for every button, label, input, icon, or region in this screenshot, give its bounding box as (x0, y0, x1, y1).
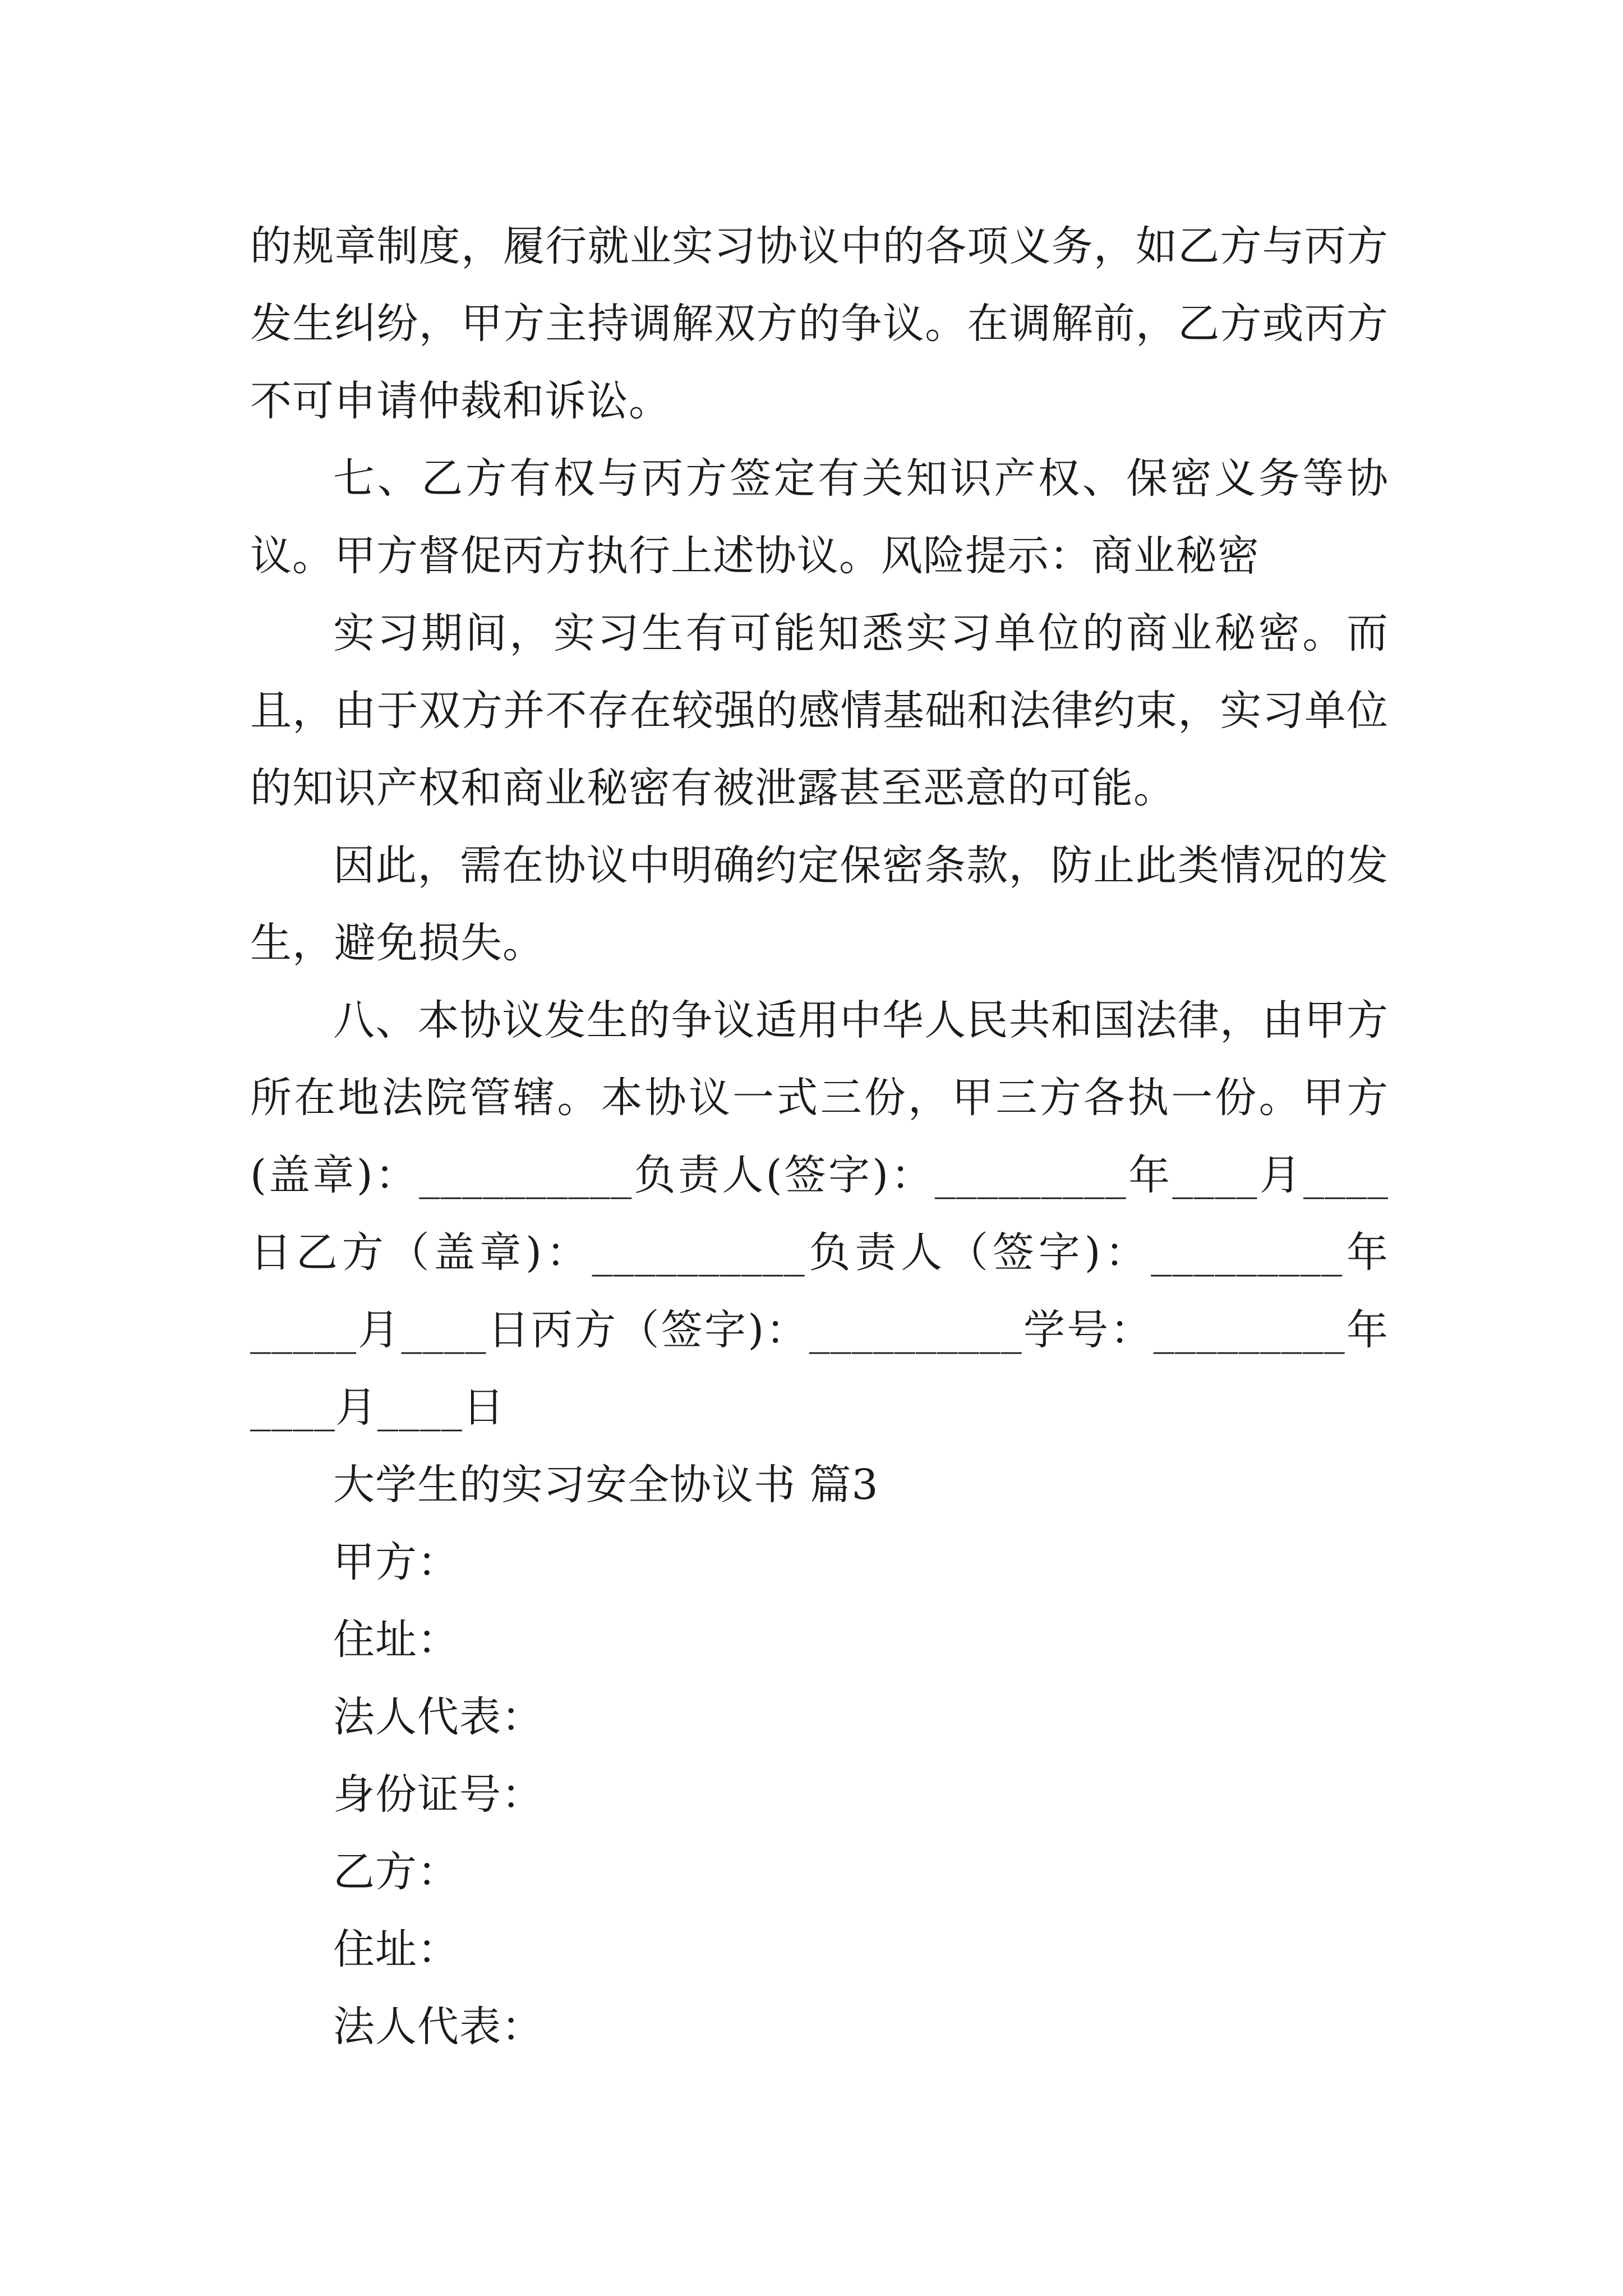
section-title: 大学生的实习安全协议书 篇3 (333, 1461, 879, 1509)
field-address-b: 住址： (333, 1925, 459, 1973)
paragraph-regulations: 的规章制度，履行就业实习协议中的各项义务，如乙方与丙方发生纠纷，甲方主持调解双方的争议。在调解前，乙方或丙方不可申请仲裁和诉讼。 (250, 222, 1389, 425)
paragraph-confidentiality: 因此，需在协议中明确约定保密条款，防止此类情况的发生，避免损失。 (250, 841, 1389, 967)
paragraph-clause-8-signatures: 八、本协议发生的争议适用中华人民共和国法律，由甲方所在地法院管辖。本协议一式三份，甲三方各执一份。甲方(盖章)：__________负责人(签字)：_________年____月____日乙方（盖章)：__________负责人（签字)：_________年_____月____日丙方（签字)：__________学号：_________年____月____日 (250, 996, 1389, 1432)
paragraph-clause-7: 七、乙方有权与丙方签定有关知识产权、保密义务等协议。甲方督促丙方执行上述协议。风险提示：商业秘密 (250, 454, 1389, 580)
field-legal-rep-b: 法人代表： (333, 2003, 543, 2051)
document-page (250, 208, 1389, 2065)
paragraph-trade-secret: 实习期间，实习生有可能知悉实习单位的商业秘密。而且，由于双方并不存在较强的感情基础和法律约束，实习单位的知识产权和商业秘密有被泄露甚至恶意的可能。 (250, 609, 1389, 812)
field-legal-rep-a: 法人代表： (333, 1693, 543, 1741)
field-party-b: 乙方： (333, 1848, 459, 1896)
field-id-number: 身份证号： (333, 1770, 543, 1819)
field-party-a: 甲方： (333, 1538, 459, 1586)
field-address-a: 住址： (333, 1616, 459, 1664)
